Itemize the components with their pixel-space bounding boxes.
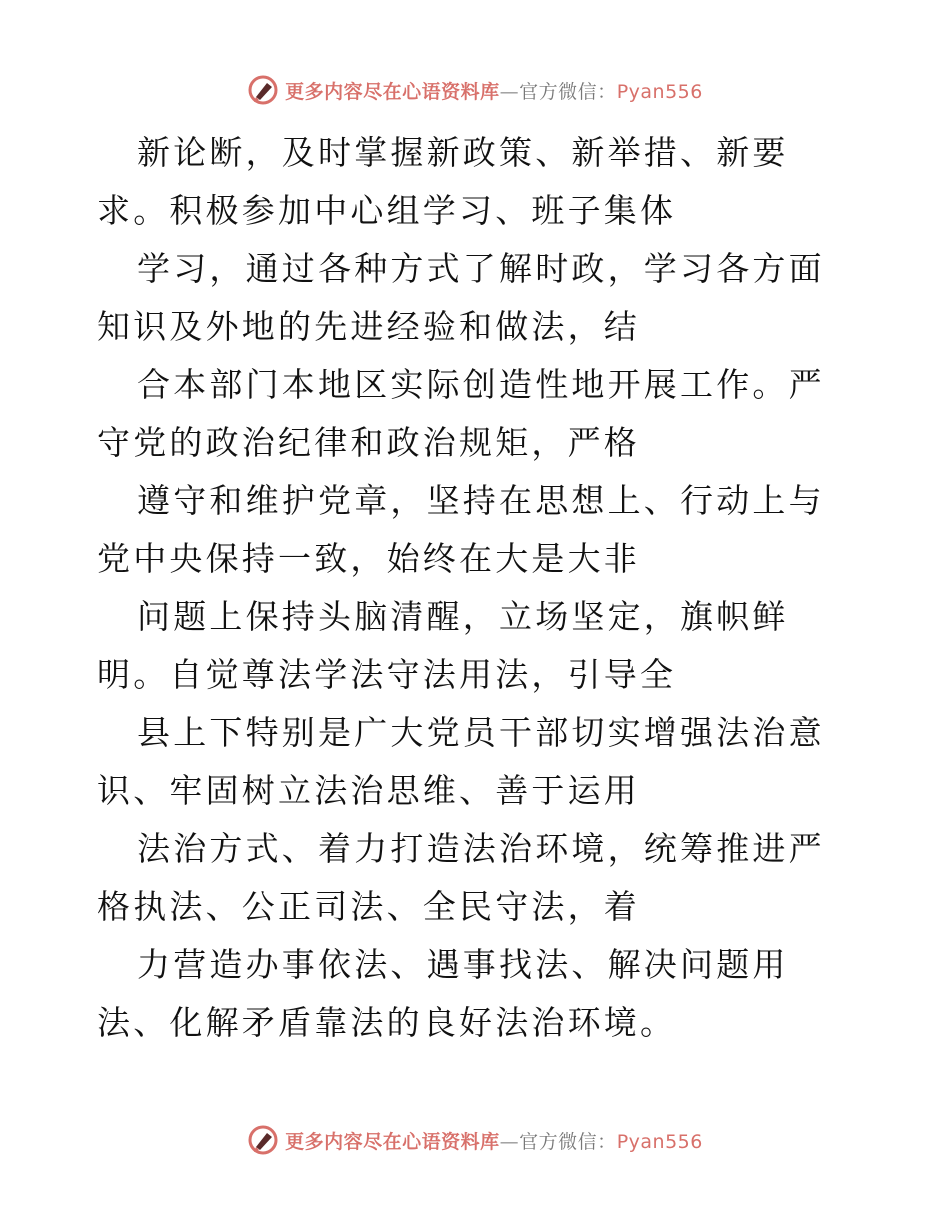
- watermark-text: [285, 77, 703, 104]
- watermark-contact-id: Pyan556: [616, 80, 703, 103]
- paragraph: 学习，通过各种方式了解时政，学习各方面知识及外地的先进经验和做法，结: [97, 249, 825, 346]
- pen-nib-logo-icon: [247, 74, 279, 106]
- watermark-dash: —: [499, 1130, 520, 1153]
- paragraph: 法治方式、着力打造法治环境，统筹推进严格执法、公正司法、全民守法，着: [97, 829, 825, 926]
- footer-watermark: [0, 1122, 950, 1158]
- watermark-contact-label: 官方微信：: [519, 1130, 617, 1153]
- watermark-brand: 更多内容尽在心语资料库: [285, 80, 500, 103]
- header-watermark: [0, 72, 950, 108]
- paragraph: 力营造办事依法、遇事找法、解决问题用法、化解矛盾靠法的良好法治环境。: [97, 945, 789, 1042]
- watermark-contact-id: Pyan556: [616, 1130, 703, 1153]
- document-body: [97, 124, 857, 1052]
- paragraph: 遵守和维护党章，坚持在思想上、行动上与党中央保持一致，始终在大是大非: [97, 481, 825, 578]
- paragraph: 问题上保持头脑清醒，立场坚定，旗帜鲜明。自觉尊法学法守法用法，引导全: [97, 597, 789, 694]
- paragraph: 新论断，及时掌握新政策、新举措、新要求。积极参加中心组学习、班子集体: [97, 133, 789, 230]
- watermark-brand: 更多内容尽在心语资料库: [285, 1130, 500, 1153]
- watermark-contact-label: 官方微信：: [519, 80, 617, 103]
- paragraph: 合本部门本地区实际创造性地开展工作。严守党的政治纪律和政治规矩，严格: [97, 365, 825, 462]
- watermark-text: [285, 1127, 703, 1154]
- pen-nib-logo-icon: [247, 1124, 279, 1156]
- watermark-dash: —: [499, 80, 520, 103]
- paragraph: 县上下特别是广大党员干部切实增强法治意识、牢固树立法治思维、善于运用: [97, 713, 825, 810]
